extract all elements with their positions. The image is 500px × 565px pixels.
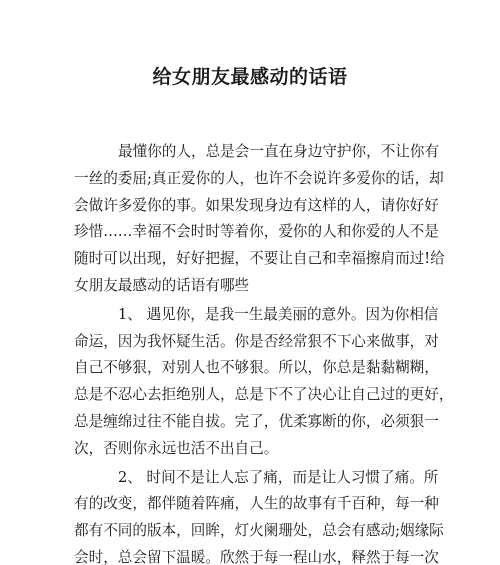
paragraph-2-line-6: 次，否则你永远也活不出自己。 (74, 439, 279, 457)
paragraph-1-line-2: 一丝的委屈;真正爱你的人，也许不会说许多爱你的话，却 (74, 169, 444, 187)
document-body (74, 139, 454, 565)
paragraph-3-line-3: 都有不同的版本，回眸，灯火阑珊处，总会有感动;姻缘际 (74, 522, 444, 540)
paragraph-3-line-2: 有的改变，都伴随着阵痛，人生的故事有千百种，每一种 (74, 495, 439, 513)
paragraph-1-line-5: 随时可以出现，好好把握，不要让自己和幸福擦肩而过!给 (74, 250, 445, 268)
paragraph-3-line-4: 会时，总会留下温暖。欣然于每一程山水，释然于每一次 (74, 548, 439, 565)
paragraph-3-line-1: 2、 时间不是让人忘了痛，而是让人习惯了痛。所 (118, 468, 439, 486)
paragraph-1-line-6: 女朋友最感动的话语有哪些 (74, 276, 250, 294)
paragraph-1-line-1: 最懂你的人，总是会一直在身边守护你，不让你有 (118, 143, 440, 160)
paragraph-1-line-4: 珍惜……幸福不会时时等着你，爱你的人和你爱的人不是 (74, 223, 439, 241)
document-title: 给女朋友最感动的话语 (152, 66, 348, 88)
paragraph-2-line-3: 自己不够狠，对别人也不够狠。所以，你总是黏黏糊糊， (74, 359, 439, 377)
paragraph-2-line-4: 总是不忍心去拒绝别人，总是下不了决心让自己过的更好， (74, 386, 454, 404)
paragraph-2-line-1: 1、 遇见你，是我一生最美丽的意外。因为你相信 (118, 305, 439, 323)
paragraph-2-line-5: 总是缠绵过往不能自拔。完了，优柔寡断的你，必须狠一 (74, 412, 439, 430)
paragraph-1-line-3: 会做许多爱你的事。如果发现身边有这样的人，请你好好 (74, 196, 439, 214)
paragraph-2-line-2: 命运，因为我怀疑生活。你是否经常狠不下心来做事，对 (74, 332, 439, 350)
